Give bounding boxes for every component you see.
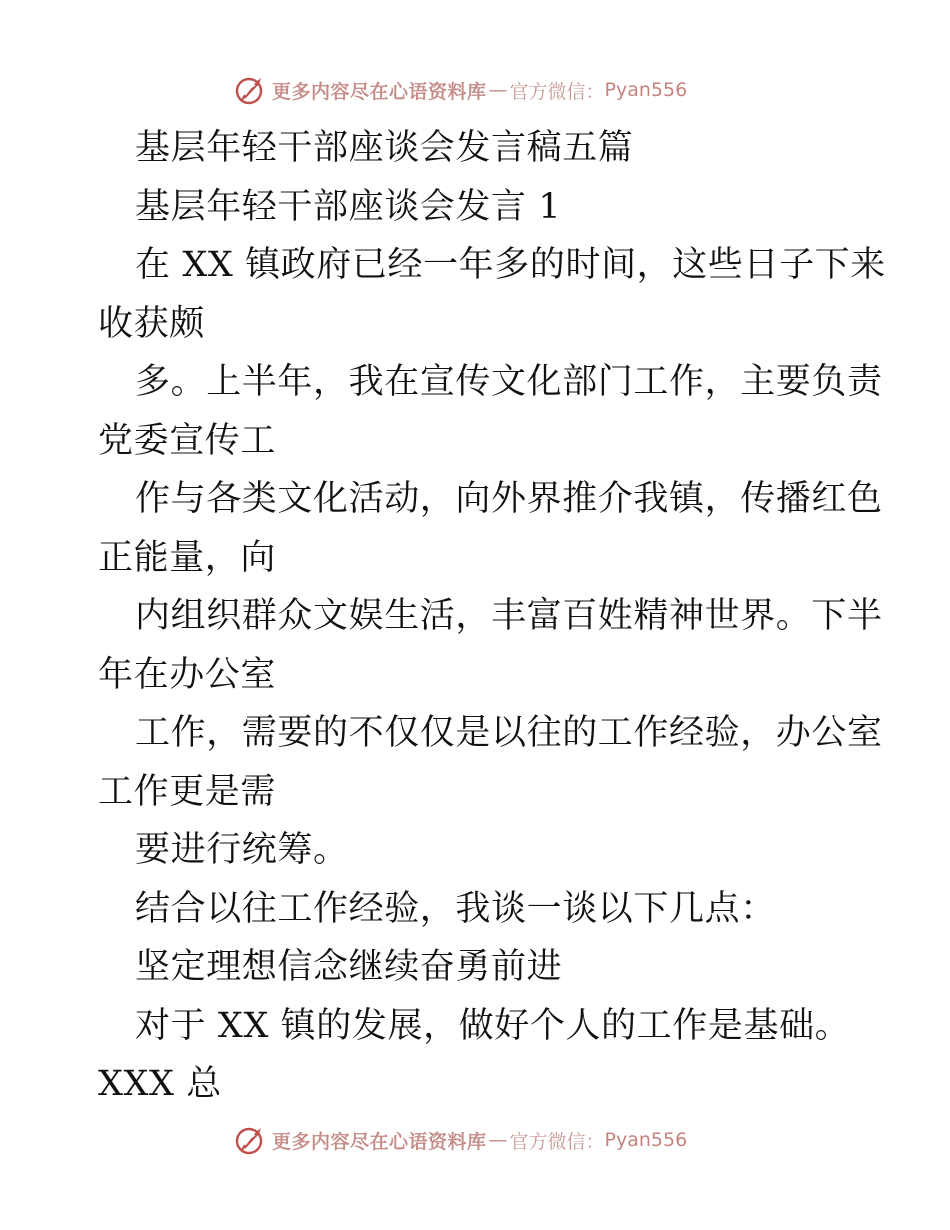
text-line: 对于 XX 镇的发展，做好个人的工作是基础。 bbox=[135, 1005, 851, 1046]
document-body bbox=[98, 119, 886, 1114]
watermark-main-text: 更多内容尽在心语资料库 bbox=[272, 1130, 487, 1153]
footer-watermark bbox=[234, 1122, 687, 1158]
text-line: 内组织群众文娱生活，丰富百姓精神世界。下半 bbox=[135, 596, 883, 636]
watermark-separator: — bbox=[488, 1129, 508, 1151]
text-line: 在 XX 镇政府已经一年多的时间，这些日子下来 bbox=[135, 245, 886, 285]
watermark-wechat-id: Pyan556 bbox=[604, 1129, 688, 1151]
text-line: 要进行统筹。 bbox=[135, 830, 349, 870]
text-line: 收获颇 bbox=[98, 303, 205, 344]
watermark-wechat-id: Pyan556 bbox=[604, 79, 688, 101]
text-line: 多。上半年，我在宣传文化部门工作，主要负责 bbox=[135, 362, 883, 402]
text-line: 作与各类文化活动，向外界推介我镇，传播红色 bbox=[135, 479, 883, 519]
text-line: 正能量，向 bbox=[98, 537, 277, 578]
section-heading: 基层年轻干部座谈会发言 1 bbox=[135, 186, 562, 227]
text-line: XXX 总 bbox=[98, 1064, 222, 1104]
watermark-separator: — bbox=[488, 79, 508, 101]
watermark-wechat-label: 官方微信： bbox=[509, 1130, 605, 1153]
text-line: 党委宣传工 bbox=[98, 420, 277, 461]
text-line: 年在办公室 bbox=[98, 654, 277, 695]
quill-pen-logo-icon bbox=[234, 74, 266, 106]
header-watermark bbox=[234, 72, 687, 108]
text-line: 坚定理想信念继续奋勇前进 bbox=[135, 947, 563, 987]
document-title: 基层年轻干部座谈会发言稿五篇 bbox=[135, 128, 634, 168]
text-line: 工作，需要的不仅仅是以往的工作经验，办公室 bbox=[135, 713, 883, 753]
text-line: 工作更是需 bbox=[98, 771, 277, 812]
watermark-wechat-label: 官方微信： bbox=[509, 80, 605, 103]
text-line: 结合以往工作经验，我谈一谈以下几点： bbox=[135, 888, 776, 929]
quill-pen-logo-icon bbox=[234, 1124, 266, 1156]
watermark-main-text: 更多内容尽在心语资料库 bbox=[272, 80, 487, 103]
